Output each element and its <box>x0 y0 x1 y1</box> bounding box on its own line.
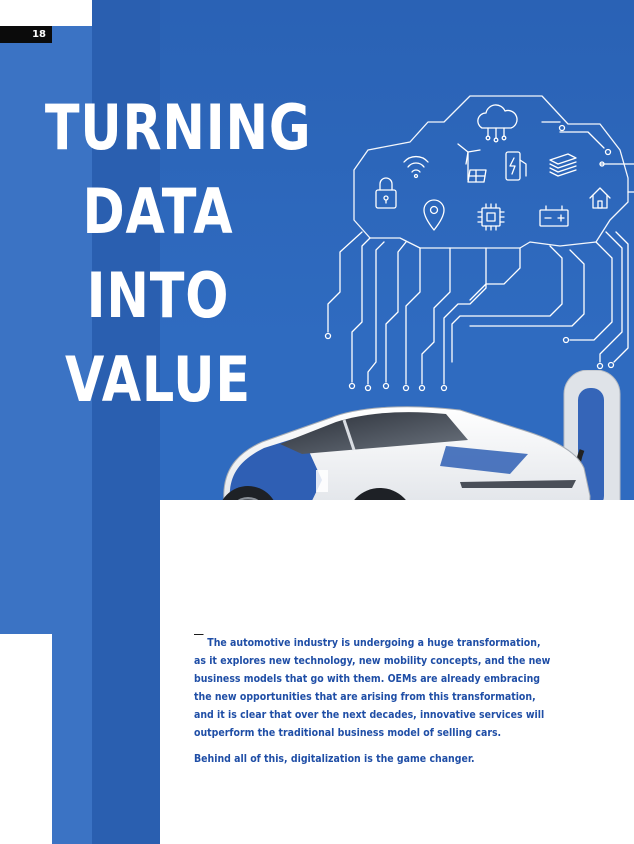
money-stack-icon <box>550 154 576 176</box>
article-body <box>194 634 554 768</box>
circuit-illustration <box>310 92 634 392</box>
page-number: 18 <box>0 26 52 43</box>
location-pin-icon <box>424 200 444 230</box>
title-line: INTO <box>86 259 230 332</box>
cloud-network-icon <box>478 105 517 142</box>
title-line: VALUE <box>65 343 251 416</box>
wind-solar-icon <box>458 144 486 182</box>
blue-side-panel-lower <box>52 634 92 844</box>
dash-marker <box>194 634 204 635</box>
body-paragraph <box>194 634 553 742</box>
chip-icon <box>478 204 504 230</box>
lock-icon <box>376 178 396 208</box>
body-paragraph: Behind all of this, digitalization is the game changer. <box>194 752 475 765</box>
paragraph-text: The automotive industry is undergoing a huge transformation, as it explores new technology, new mobility concepts, and the new business models that go with them. OEMs are already embracing the new opportunities that are arising from this transformation, and it is clear that over the next decades, innovative services will outperform the traditional business model of selling cars. <box>194 636 551 739</box>
home-icon <box>590 188 610 208</box>
title-line: TURNING <box>44 91 312 164</box>
fuel-charger-icon <box>506 152 526 180</box>
title-line: DATA <box>82 175 234 248</box>
wifi-icon <box>404 157 428 178</box>
battery-icon <box>540 206 568 226</box>
